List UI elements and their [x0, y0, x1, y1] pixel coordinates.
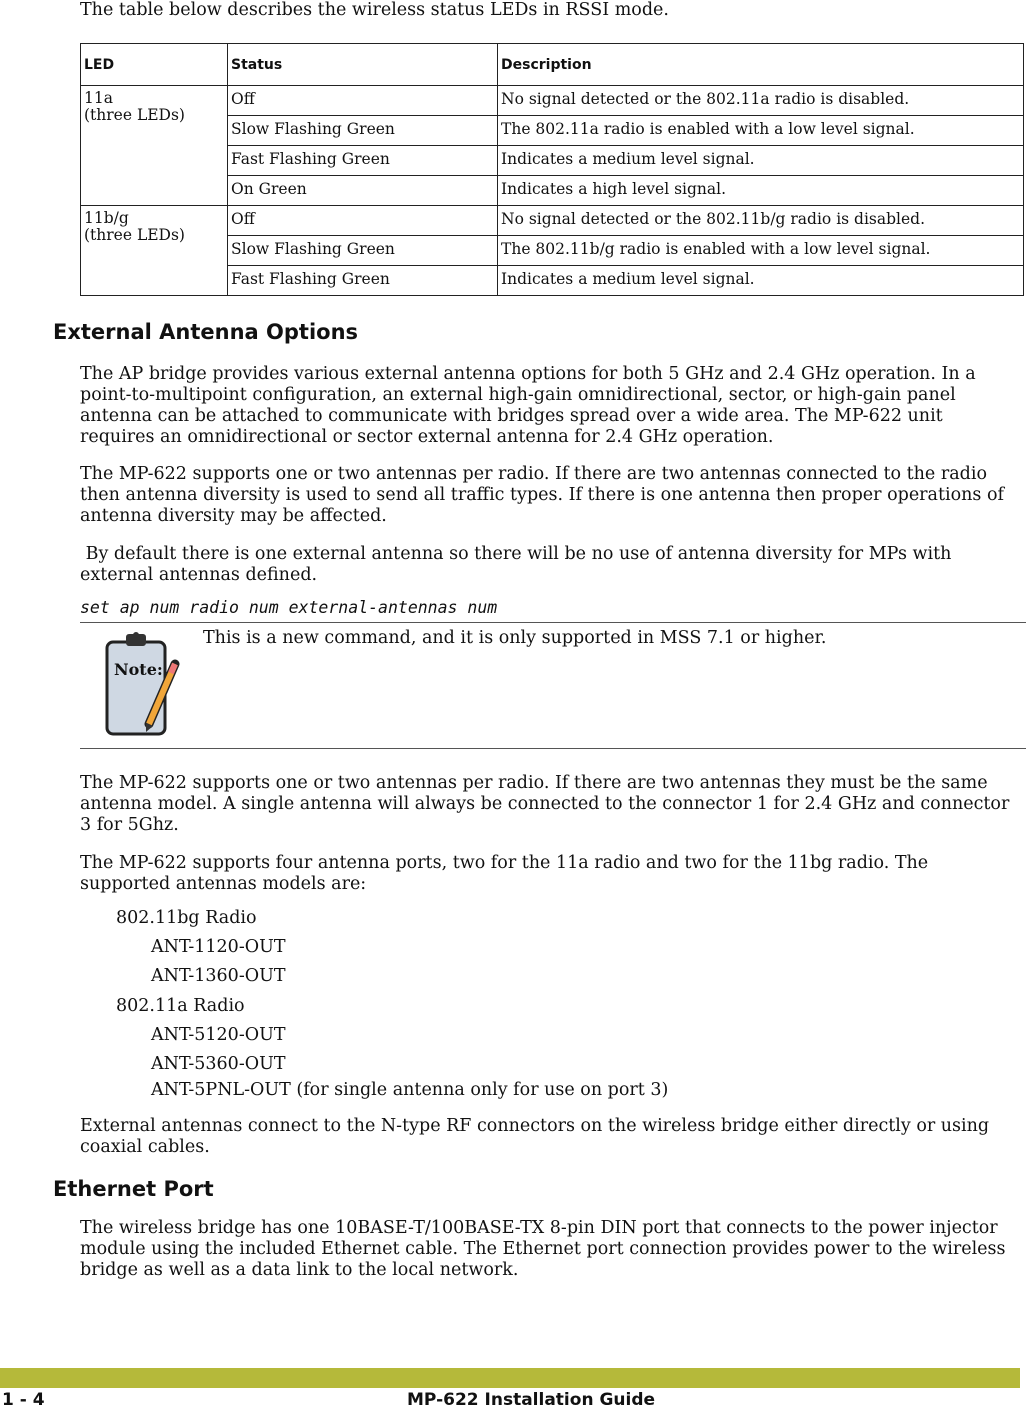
command-syntax: set ap num radio num external-antennas num [80, 598, 498, 617]
note-label: Note: [114, 660, 163, 679]
section-heading-ethernet-port: Ethernet Port [53, 1177, 214, 1201]
list-item: ANT-5360-OUT [151, 1054, 286, 1074]
led-name: 11b/g [84, 209, 129, 227]
footer-document-title: MP-622 Installation Guide [407, 1390, 656, 1410]
section-heading-external-antenna: External Antenna Options [53, 320, 359, 344]
paragraph-ethernet-port: The wireless bridge has one 10BASE-T/100BASE-TX 8-pin DIN port that connects to the power injector module using the included Ethernet cable. The Ethernet port connection provides power to the wireless bridge as well as a data link to the local network. [80, 1218, 1006, 1280]
paragraph-default-antenna: By default there is one external antenna so there will be no use of antenna diversity for MPs with external antennas defined. [80, 544, 957, 585]
paragraph-antenna-options: The AP bridge provides various external antenna options for both 5 GHz and 2.4 GHz operation. In a point-to-multipoint configuration, an external high-gain omnidirectional, sector, or high-gain panel antenna can be attached to communicate with bridges spread over a wide area. The MP-622 unit requires an omnidirectional or sector external antenna for 2.4 GHz operation. [80, 364, 976, 447]
status-cell: Slow Flashing Green [228, 236, 498, 266]
list-item: ANT-5120-OUT [151, 1025, 286, 1045]
table-row [81, 206, 1024, 236]
footer-page-number: 1 - 4 [2, 1390, 45, 1410]
status-cell: Fast Flashing Green [228, 266, 498, 296]
description-cell: No signal detected or the 802.11b/g radio is disabled. [498, 206, 1024, 236]
list-heading-80211a: 802.11a Radio [116, 996, 245, 1016]
paragraph-same-model: The MP-622 supports one or two antennas per radio. If there are two antennas they must be the same antenna model. A single antenna will always be connected to the connector 1 for 2.4 GHz and connector 3 for 5Ghz. [80, 773, 1010, 835]
status-cell: Fast Flashing Green [228, 146, 498, 176]
list-item: ANT-1120-OUT [151, 937, 286, 957]
paragraph-antenna-diversity: The MP-622 supports one or two antennas per radio. If there are two antennas connected to the radio then antenna diversity is used to send all traffic types. If there is one antenna then proper operations of antenna diversity may be affected. [80, 464, 1004, 526]
status-cell: On Green [228, 176, 498, 206]
led-count: (three LEDs) [84, 226, 185, 244]
status-cell: Slow Flashing Green [228, 116, 498, 146]
column-header-description: Description [498, 44, 1024, 86]
note-bottom-divider [80, 748, 1026, 749]
table-header-row [81, 44, 1024, 86]
intro-text: The table below describes the wireless status LEDs in RSSI mode. [80, 0, 669, 20]
description-cell: Indicates a medium level signal. [498, 266, 1024, 296]
led-count: (three LEDs) [84, 106, 185, 124]
led-status-table [80, 43, 1024, 296]
column-header-led: LED [81, 44, 228, 86]
list-item: ANT-1360-OUT [151, 966, 286, 986]
status-cell: Off [228, 206, 498, 236]
footer-bar [0, 1368, 1020, 1388]
description-cell: The 802.11a radio is enabled with a low level signal. [498, 116, 1024, 146]
description-cell: Indicates a medium level signal. [498, 146, 1024, 176]
description-cell: Indicates a high level signal. [498, 176, 1024, 206]
description-cell: No signal detected or the 802.11a radio is disabled. [498, 86, 1024, 116]
column-header-status: Status [228, 44, 498, 86]
led-cell-11a [81, 86, 228, 206]
led-cell-11bg [81, 206, 228, 296]
status-cell: Off [228, 86, 498, 116]
note-top-divider [80, 622, 1026, 623]
paragraph-antenna-ports: The MP-622 supports four antenna ports, two for the 11a radio and two for the 11bg radio. The supported antennas models are: [80, 853, 929, 894]
list-item: ANT-5PNL-OUT (for single antenna only for use on port 3) [151, 1080, 669, 1100]
table-row [81, 86, 1024, 116]
list-heading-80211bg: 802.11bg Radio [116, 908, 257, 928]
description-cell: The 802.11b/g radio is enabled with a low level signal. [498, 236, 1024, 266]
note-clipboard-icon [100, 628, 180, 738]
paragraph-n-type-connectors: External antennas connect to the N-type RF connectors on the wireless bridge either directly or using coaxial cables. [80, 1116, 990, 1157]
led-name: 11a [84, 89, 113, 107]
note-text: This is a new command, and it is only supported in MSS 7.1 or higher. [203, 628, 827, 648]
